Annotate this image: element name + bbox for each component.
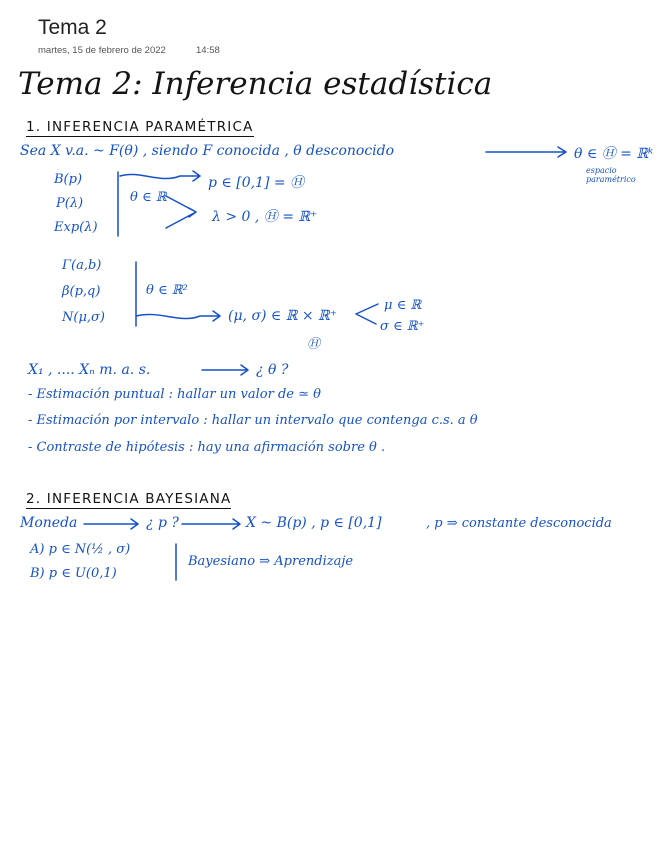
arrow-x xyxy=(182,519,240,529)
group1-result1: p ∈ [0,1] = Ⓗ xyxy=(208,175,305,191)
option-a: A) p ∈ N(½ , σ) xyxy=(30,542,131,557)
group2-theta: θ ∈ ℝ² xyxy=(146,283,188,298)
bullet-3: - Contraste de hipótesis : hay una afirmación sobre θ . xyxy=(28,440,386,455)
arrow-mas xyxy=(202,365,248,375)
dist-beta: β(p,q) xyxy=(62,284,101,299)
section2-heading: 2. INFERENCIA BAYESIANA xyxy=(26,491,232,507)
arrow-moneda xyxy=(84,519,138,529)
bayes-line: Bayesiano ⇒ Aprendizaje xyxy=(188,554,354,569)
dist-bernoulli: B(p) xyxy=(54,172,83,187)
theta-space-note: espacio paramétrico xyxy=(586,166,636,184)
dist-exp: Exp(λ) xyxy=(54,220,98,235)
arrow-group2 xyxy=(136,311,220,321)
arrow-fork-musigma xyxy=(356,304,378,324)
section1-heading: 1. INFERENCIA PARAMÉTRICA xyxy=(26,119,254,135)
dist-normal: N(μ,σ) xyxy=(62,310,105,325)
note-main-title: Tema 2: Inferencia estadística xyxy=(18,66,493,102)
arrow-sea xyxy=(486,147,566,157)
arrow-group1-top xyxy=(120,171,200,181)
sigma-space: σ ∈ ℝ⁺ xyxy=(380,319,425,334)
group2-result-h: Ⓗ xyxy=(307,337,321,352)
p-note: , p ⇒ constante desconocida xyxy=(426,516,612,531)
bullet-1: - Estimación puntual : hallar un valor de ≃ θ xyxy=(28,387,321,402)
note-date: martes, 15 de febrero de 2022 xyxy=(38,45,166,56)
bullet-2: - Estimación por intervalo : hallar un intervalo que contenga c.s. a θ xyxy=(28,413,478,428)
moneda-question: ¿ p ? xyxy=(146,515,179,531)
mas-line: X₁ , .... Xₙ m. a. s. xyxy=(28,362,151,378)
sea-line: Sea X v.a. ~ F(θ) , siendo F conocida , θ desconocido xyxy=(20,143,395,159)
note-time: 14:58 xyxy=(196,45,220,56)
group2-result: (μ, σ) ∈ ℝ × ℝ⁺ xyxy=(228,308,338,324)
arrow-group1-fork xyxy=(166,196,196,228)
group1-theta: θ ∈ ℝ xyxy=(130,190,167,205)
option-b: B) p ∈ U(0,1) xyxy=(30,566,117,581)
dist-poisson: P(λ) xyxy=(56,196,84,211)
dist-gamma: Γ(a,b) xyxy=(62,258,102,273)
page-title: Tema 2 xyxy=(38,16,107,39)
moneda-label: Moneda xyxy=(20,515,78,531)
mu-space: μ ∈ ℝ xyxy=(384,298,422,313)
x-bernoulli: X ~ B(p) , p ∈ [0,1] xyxy=(246,515,382,531)
group1-result2: λ > 0 , Ⓗ = ℝ⁺ xyxy=(212,209,318,225)
theta-space: θ ∈ Ⓗ = ℝᵏ xyxy=(574,146,654,162)
mas-question: ¿ θ ? xyxy=(256,362,289,378)
